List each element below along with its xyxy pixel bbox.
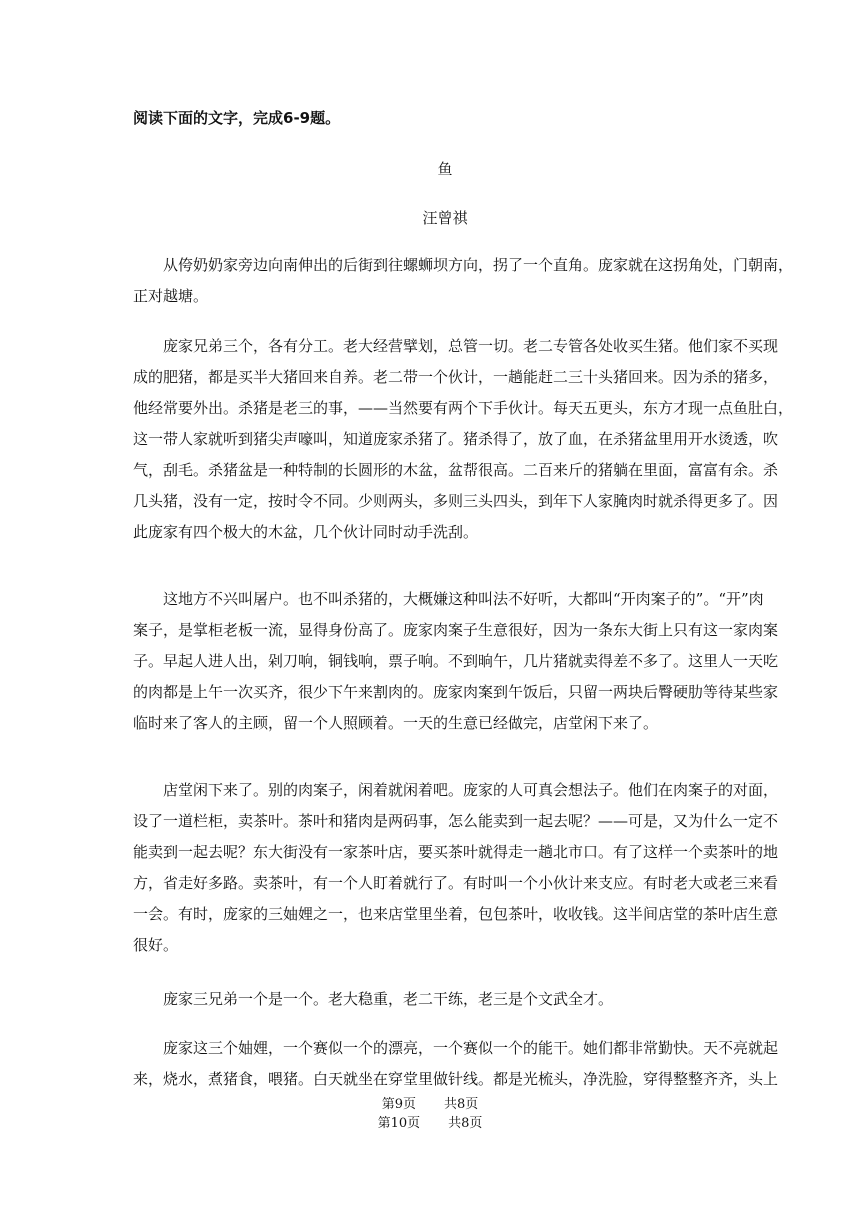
paragraph-line: 庞家这三个妯娌，一个赛似一个的漂亮，一个赛似一个的能干。她们都非常勤快。天不亮就起	[163, 1039, 779, 1057]
paragraph-3	[133, 584, 779, 739]
paragraph-line: 的肉都是上午一次买齐，很少下午来割肉的。庞家肉案到午饭后，只留一两块后臀硬肋等待某些家	[133, 683, 779, 701]
paragraph-line: 来，烧水，煮猪食，喂猪。白天就坐在穿堂里做针线。都是光梳头，净洗脸，穿得整整齐齐，头上	[133, 1070, 779, 1088]
paragraph-1	[133, 250, 794, 312]
paragraph-line: 他经常要外出。杀猪是老三的事，——当然要有两个下手伙计。每天五更头，东方才现一点鱼肚白，	[133, 399, 794, 417]
paragraph-line: 店堂闲下来了。别的肉案子，闲着就闲着吧。庞家的人可真会想法子。他们在肉案子的对面，	[163, 781, 779, 799]
page-number: 第10页	[377, 1116, 421, 1131]
paragraph-line: 这地方不兴叫屠户。也不叫杀猪的，大概嫌这种叫法不好听，大都叫“开肉案子的”。“开”肉	[163, 590, 764, 608]
paragraph-line: 很好。	[133, 936, 179, 954]
paragraph-4	[133, 775, 779, 961]
page-number: 第9页	[381, 1097, 416, 1112]
paragraph-5	[133, 984, 773, 1015]
paragraph-line: 案子，是掌柜老板一流，显得身份高了。庞家肉案子生意很好，因为一条东大街上只有这一家肉案	[133, 621, 779, 639]
paragraph-line: 方，省走好多路。卖茶叶，有一个人盯着就行了。有时叫一个小伙计来支应。有时老大或老三来看	[133, 874, 779, 892]
paragraph-line: 此庞家有四个极大的木盆，几个伙计同时动手洗刮。	[133, 523, 479, 541]
paragraph-line: 能卖到一起去呢？东大街没有一家茶叶店，要买茶叶就得走一趟北市口。有了这样一个卖茶叶的地	[133, 843, 779, 861]
paragraph-line: 庞家兄弟三个，各有分工。老大经营擘划，总管一切。老二专管各处收买生猪。他们家不买现	[163, 337, 779, 355]
paragraph-line: 成的肥猪，都是买半大猪回来自养。老二带一个伙计，一趟能赶二三十头猪回来。因为杀的猪多，	[133, 368, 779, 386]
paragraph-line: 几头猪，没有一定，按时令不同。少则两头，多则三头四头，到年下人家腌肉时就杀得更多了。因	[133, 492, 779, 510]
page-footer-secondary	[0, 1112, 860, 1131]
page-footer-primary	[0, 1093, 860, 1112]
paragraph-line: 正对越塘。	[133, 287, 209, 305]
paragraph-2	[133, 331, 794, 548]
paragraph-line: 这一带人家就听到猪尖声嚎叫，知道庞家杀猪了。猪杀得了，放了血，在杀猪盆里用开水烫透，吹	[133, 430, 779, 448]
paragraph-line: 设了一道栏柜，卖茶叶。茶叶和猪肉是两码事，怎么能卖到一起去呢？——可是，又为什么一定不	[133, 812, 779, 830]
reading-instruction: 阅读下面的文字，完成6-9题。	[133, 109, 341, 127]
paragraph-line: 从侉奶奶家旁边向南伸出的后街到往螺蛳坝方向，拐了一个直角。庞家就在这拐角处，门朝南，	[163, 256, 794, 274]
paragraph-line: 一会。有时，庞家的三妯娌之一，也来店堂里坐着，包包茶叶，收收钱。这半间店堂的茶叶店生意	[133, 905, 779, 923]
page-total: 共8页	[448, 1116, 483, 1131]
paragraph-line: 庞家三兄弟一个是一个。老大稳重，老二干练，老三是个文武全才。	[163, 990, 614, 1008]
paragraph-line: 气，刮毛。杀猪盆是一种特制的长圆形的木盆，盆帮很高。二百来斤的猪躺在里面，富富有余。杀	[133, 461, 779, 479]
paragraph-6	[133, 1033, 779, 1095]
page-total: 共8页	[444, 1097, 479, 1112]
article-title: 鱼	[437, 160, 453, 178]
paragraph-line: 临时来了客人的主顾，留一个人照顾着。一天的生意已经做完，店堂闲下来了。	[133, 714, 659, 732]
paragraph-line: 子。早起人进人出，剁刀响，铜钱响，票子响。不到晌午，几片猪就卖得差不多了。这里人一天吃	[133, 652, 779, 670]
article-author: 汪曾祺	[422, 209, 468, 227]
